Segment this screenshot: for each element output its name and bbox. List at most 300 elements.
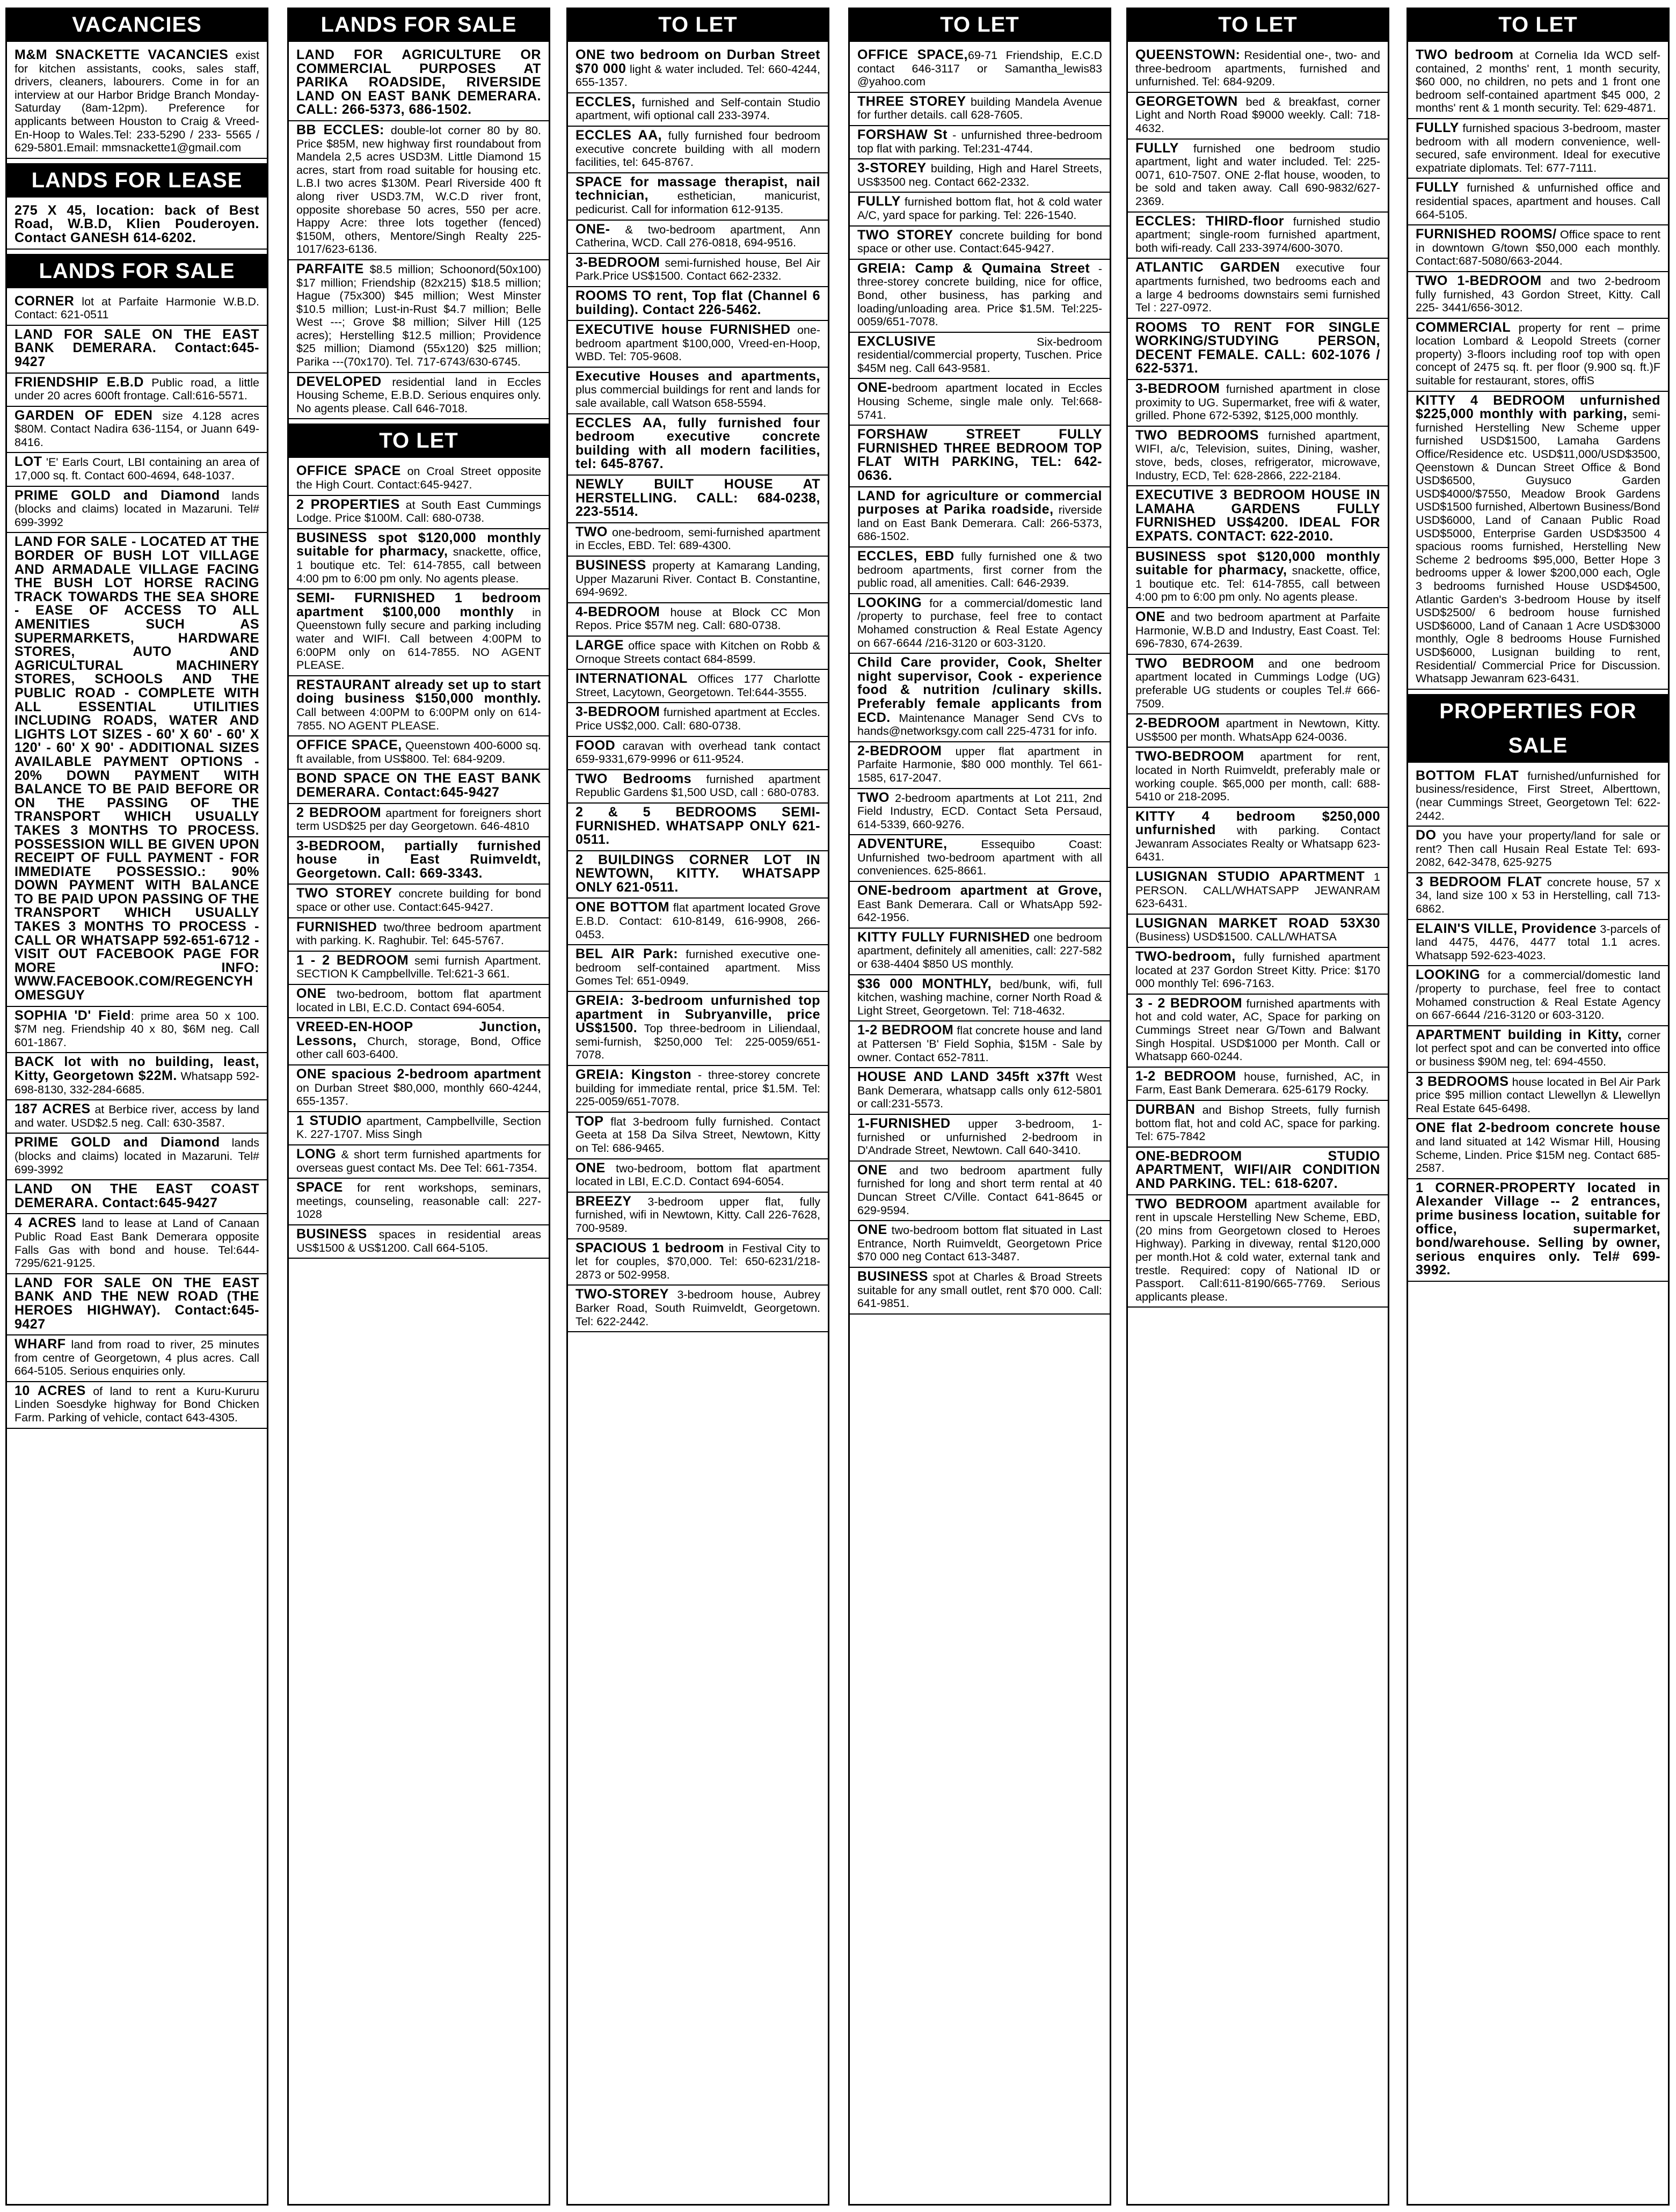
ad-body-text: and one bedroom apartment located in Cummings Lodge (UG) preferable UG students or couples Tel.# 666-7509. xyxy=(1135,657,1380,710)
ad-lead-text: ELAIN'S VILLE, Providence xyxy=(1416,921,1597,936)
classified-ad xyxy=(850,1021,1110,1068)
classified-ad xyxy=(289,589,549,676)
ad-body-text: house, furnished, AC, in Farm, East Bank Demerara. 625-6179 Rocky. xyxy=(1135,1070,1380,1097)
ad-body-text: furnished & unfurnished office and residential spaces, apartment and houses. Call 664-5105. xyxy=(1416,181,1660,221)
classified-ad xyxy=(850,975,1110,1022)
ad-body-text: and two bedroom apartment at Parfaite Harmonie, W.B.D and Industry, East Coast. Tel: 696-7830, 674-2639. xyxy=(1135,610,1380,651)
classified-ad xyxy=(1408,319,1668,392)
section-header: PROPERTIES FOR SALE xyxy=(1408,694,1668,763)
classified-ad xyxy=(289,837,549,885)
ad-body-text: light & water included. Tel: 660-4244, 655-1357. xyxy=(575,62,820,89)
ad-body-text: executive four apartments furnished, two bedrooms each and a large 4 bedrooms downstairs semi furnished Tel : 227-0972. xyxy=(1135,261,1380,315)
classified-ad xyxy=(1128,1101,1388,1148)
ad-body-text: of land to rent a Kuru-Kururu Linden Soesdyke highway for Bond Chicken Farm. Parking of vehicle, contact 643-4305. xyxy=(14,1384,259,1425)
ad-lead-text: TWO Bedrooms xyxy=(575,771,692,786)
classified-ad xyxy=(568,992,828,1066)
classified-ad xyxy=(850,93,1110,126)
ad-body-text: upper 3-bedroom, 1-furnished or unfurnished 2-bedroom in D'Andrade Street, Newtown. Call 640-3410. xyxy=(857,1117,1102,1157)
ad-lead-text: SPACE for massage therapist, nail technician, xyxy=(575,174,820,203)
section-header: TO LET xyxy=(1408,8,1668,42)
classified-ad xyxy=(289,496,549,529)
ad-lead-text: ECCLES: THIRD-floor xyxy=(1135,213,1285,229)
ad-lead-text: GEORGETOWN xyxy=(1135,93,1238,109)
classified-ad xyxy=(568,1159,828,1193)
classified-ad xyxy=(289,1225,549,1259)
ad-lead-text: 2 PROPERTIES xyxy=(296,497,400,512)
section-header: TO LET xyxy=(1128,8,1388,42)
ad-body-text: 69-71 Friendship, E.C.D contact 646-3117 or Samantha_lewis83 @yahoo.com xyxy=(857,49,1102,89)
classified-ad xyxy=(1128,1148,1388,1195)
classified-ad xyxy=(289,46,549,121)
ad-lead-text: BUSINESS spot $120,000 monthly suitable for pharmacy, xyxy=(1135,549,1380,578)
ad-lead-text: GREIA: Camp & Qumaina Street xyxy=(857,260,1090,276)
classified-ad xyxy=(1128,259,1388,318)
classified-ad xyxy=(1128,46,1388,93)
ad-lead-text: M&M SNACKETTE VACANCIES xyxy=(14,47,229,62)
ad-body-text: 1 PERSON. CALL/WHATSAPP JEWANRAM 623-6431. xyxy=(1135,871,1381,910)
classified-ad xyxy=(7,1180,267,1214)
ad-body-text: at Cornelia Ida WCD self-contained, 2 months' rent, 1 month security, $60 000, no children, no pets and 1 front one bedroom self-contained apartment $45 000, 2 months' rent & 1 month security. Tel: 629-4871. xyxy=(1416,49,1660,115)
ad-lead-text: ROOMS TO RENT FOR SINGLE WORKING/STUDYING PERSON, DECENT FEMALE. CALL: 602-1076 / 622-5371. xyxy=(1135,319,1380,376)
ad-body-text: furnished spacious 3-bedroom, master bedroom with all modern convenience, well-secured, safe environment. Ideal for executive expatriate diplomats. Tel: 677-7111. xyxy=(1416,121,1660,174)
classified-column-1 xyxy=(5,8,268,2206)
ad-lead-text: 3 - 2 BEDROOM xyxy=(1135,995,1242,1011)
ad-lead-text: ONE xyxy=(575,1160,606,1176)
ad-body-text: apartment for foreigners short term USD$25 per day Georgetown. 646-4810 xyxy=(296,806,541,833)
ad-body-text: in Festival City to let for couples, $70,000. Tel: 650-6231/218-2873 or 502-9958. xyxy=(575,1242,820,1281)
classified-ad xyxy=(568,93,828,127)
classified-ad xyxy=(289,676,549,736)
classified-ad xyxy=(850,1068,1110,1115)
ad-body-text: and land situated at 142 Wismar Hill, Housing Scheme, Linden. Price $15M neg. Contact 685-2587. xyxy=(1416,1135,1660,1175)
ad-body-text: 3-parcels of land 4475, 4476, 4477 total 1.1 acres. Whatsapp 592-623-4023. xyxy=(1416,922,1660,962)
ad-body-text: at South East Cummings Lodge. Price $100M. Call: 680-0738. xyxy=(296,498,541,525)
classified-ad xyxy=(1408,767,1668,827)
classified-ad xyxy=(7,326,267,374)
classified-ad xyxy=(7,1100,267,1134)
classified-ad xyxy=(568,127,828,173)
ad-lead-text: FORSHAW STREET FULLY FURNISHED THREE BEDROOM TOP FLAT WITH PARKING, TEL: 642-0636. xyxy=(857,427,1102,484)
ad-lead-text: BUSINESS xyxy=(857,1268,928,1284)
ad-lead-text: LAND FOR SALE ON THE EAST BANK DEMERARA. Contact:645-9427 xyxy=(14,326,259,369)
ad-lead-text: FURNISHED xyxy=(296,919,377,935)
classified-column-5 xyxy=(1126,8,1389,2206)
ad-body-text: 'E' Earls Court, LBI containing an area of 17,000 sq. ft. Contact 600-4694, 648-1037. xyxy=(14,456,259,483)
classified-ad xyxy=(568,1239,828,1286)
classified-ad xyxy=(1128,213,1388,259)
classified-ad xyxy=(1408,46,1668,119)
classified-ad xyxy=(289,918,549,952)
ad-lead-text: RESTAURANT already set up to start doing business $150,000 monthly. xyxy=(296,677,541,706)
ad-body-text: (Business) USD$1500. CALL/WHATSA xyxy=(1135,930,1337,944)
classified-ad xyxy=(568,321,828,368)
ad-lead-text: ONE spacious 2-bedroom apartment xyxy=(296,1067,541,1082)
classified-ad xyxy=(1128,548,1388,608)
ad-body-text: with parking. Contact Jewanram Associates Realty or Whatsapp 623-6431. xyxy=(1135,824,1380,864)
ad-body-text: snackette, office, 1 boutique etc. Tel: 614-7855, call between 4:00 pm to 6:00 pm only. No agents please. xyxy=(1135,564,1380,604)
classified-ad xyxy=(568,637,828,670)
classified-ad xyxy=(1128,427,1388,486)
ad-body-text: size 4.128 acres $80M. Contact Nadira 636-1154, or Juann 649-8416. xyxy=(14,409,260,449)
ad-lead-text: TWO xyxy=(575,524,608,539)
ad-lead-text: 275 X 45, location: back of Best Road, W.B.D, Klien Pouderoyen. Contact GANESH 614-6202. xyxy=(14,202,259,245)
ad-lead-text: 4 ACRES xyxy=(14,1215,77,1231)
classified-ad xyxy=(568,1286,828,1332)
ad-body-text: two-bedroom bottom flat situated in Last Entrance, North Ruimveldt, Georgetown Price $70 000 neg Contact 613-3487. xyxy=(857,1224,1102,1264)
ad-body-text: land from road to river, 25 minutes from centre of Georgetown, 4 plus acres. Call 664-5105. Serious enquiries only. xyxy=(14,1338,259,1378)
ad-lead-text: PRIME GOLD and Diamond xyxy=(14,1135,220,1150)
ad-lead-text: KITTY 4 BEDROOM unfurnished $225,000 monthly with parking, xyxy=(1416,392,1660,422)
classified-ad xyxy=(1128,319,1388,380)
ad-lead-text: 1-2 BEDROOM xyxy=(857,1023,954,1038)
ad-lead-text: BUSINESS xyxy=(575,558,646,573)
classified-ad xyxy=(1128,808,1388,868)
ad-body-text: bed & breakfast, corner Light and North Road $9000 weekly. Call: 718-4632. xyxy=(1135,95,1380,135)
ad-lead-text: ROOMS TO rent, Top flat (Channel 6 building). Contact 226-5462. xyxy=(575,288,820,317)
ad-body-text: two/three bedroom apartment with parking. K. Raghubir. Tel: 645-5767. xyxy=(296,921,541,947)
classified-ad xyxy=(289,373,549,420)
classified-ad xyxy=(1128,748,1388,807)
ad-body-text: furnished one bedroom studio apartment, light and water included. Tel: 225-0071, 610-7507. ONE 2-flat house, wooden, to be sold and taken away. Call 690-9832/627-2369. xyxy=(1135,142,1380,208)
ad-lead-text: 2 BEDROOM xyxy=(296,805,382,820)
classified-ad xyxy=(7,1274,267,1335)
classified-ad xyxy=(1408,1119,1668,1179)
ad-body-text: furnished apartment, WIFI, a/c, Television, suites, Dining, washer, stove, beds, closes, refrigerator, microwave, Industry, ECD, Tel: 628-2866, 222-2184. xyxy=(1135,429,1380,482)
ad-body-text: on Croal Street opposite the High Court. Contact:645-9427. xyxy=(296,465,541,492)
ad-lead-text: ONE-bedroom apartment at Grove, xyxy=(857,883,1102,899)
classified-column-3 xyxy=(566,8,829,2206)
classified-ad xyxy=(289,804,549,837)
classified-ad xyxy=(1128,995,1388,1068)
ad-lead-text: COMMERCIAL xyxy=(1416,319,1511,335)
ad-body-text: furnished bottom flat, hot & cold water A/C, yard space for parking. Tel: 226-1540. xyxy=(857,195,1102,222)
ad-body-text: semi-furnished house, Bel Air Park.Price US$1500. Contact 662-2332. xyxy=(575,256,820,283)
classified-ad xyxy=(568,476,828,523)
classified-ad xyxy=(1128,655,1388,714)
ad-body-text: spot at Charles & Broad Streets suitable for any small outlet, rent $70 000. Call: 641-9851. xyxy=(857,1270,1102,1310)
classified-ad xyxy=(7,1007,267,1054)
ad-lead-text: ONE xyxy=(296,986,326,1002)
classified-ad xyxy=(1128,948,1388,995)
classified-ad xyxy=(1408,119,1668,179)
classified-ad xyxy=(1408,272,1668,319)
classified-ad xyxy=(1408,225,1668,272)
classified-ad xyxy=(7,407,267,454)
ad-body-text: Offices 177 Charlotte Street, Lacytown, Georgetown. Tel:644-3555. xyxy=(575,673,820,699)
ad-lead-text: LUSIGNAN MARKET ROAD 53X30 xyxy=(1135,915,1380,931)
ad-body-text: one-bedroom apartment $100,000, Vreed-en-Hoop, WBD. Tel: 705-9608. xyxy=(575,324,820,363)
section-header: TO LET xyxy=(289,424,549,458)
ad-lead-text: FURNISHED ROOMS/ xyxy=(1416,227,1557,242)
ad-body-text: snackette, office, 1 boutique etc. Tel: 614-7855, call between 4:00 pm to 6:00 pm only. No agents please. xyxy=(296,545,541,585)
section-header: LANDS FOR LEASE xyxy=(7,163,267,198)
classified-ad xyxy=(289,952,549,985)
ad-lead-text: FULLY xyxy=(1416,120,1459,135)
ad-body-text: apartment for rent, located in North Ruimveldt, preferably male or working couple. $65,000 per month, call: 688-5410 or 218-2095. xyxy=(1135,750,1380,804)
ad-body-text: on Durban Street $80,000, monthly 660-4244, 655-1357. xyxy=(296,1081,541,1108)
classified-ad xyxy=(568,945,828,992)
classified-ad xyxy=(1408,179,1668,225)
ad-lead-text: BOND SPACE ON THE EAST BANK DEMERARA. Contact:645-9427 xyxy=(296,771,541,800)
ad-body-text: plus commercial buildings for rent and lands for sale available, call Watson 658-5594. xyxy=(575,383,820,410)
classified-column-2 xyxy=(287,8,550,2206)
ad-lead-text: 3-BEDROOM xyxy=(1135,381,1220,397)
classified-ad xyxy=(7,202,267,250)
classified-ad xyxy=(289,770,549,804)
ad-lead-text: LOT xyxy=(14,454,42,470)
classified-ad xyxy=(1408,966,1668,1026)
ad-body-text: Call between 4:00PM to 6:00PM only on 614-7855. NO AGENT PLEASE. xyxy=(296,705,541,732)
classified-ad xyxy=(568,254,828,287)
ad-lead-text: 4-BEDROOM xyxy=(575,604,660,619)
classified-ad xyxy=(568,287,828,321)
classified-ad xyxy=(1128,915,1388,948)
classified-ad xyxy=(850,333,1110,379)
ad-body-text: semi-furnished Herstelling New Scheme upper furnished USD$1500, Lamaha Gardens Office/Residence etc. USD$11,000/USD$3500, Qeenstown & Duncan Street Office & Bond USD$6500, Guysuco Garden USD$4000/$7550, Meadow Brook Gardens USD$1500 furnished, Albertown Business/Bond USD$6000, Land of Canaan Public Road USD$5000, Enterprise Garden USD$3500 4 spacious rooms furnished, Herstelling New Scheme 2 bedrooms $95,000, Better Hope 3 bedrooms upper & lower $200,000 each, Ogle 3 bedrooms furnished House USD$4500, Atlantic Garden's 3-bedroom House by itself USD$2500/ 6 bedroom house furnished USD$6000, Land of Canaan 1 Acre USD$3000 monthly, Ogle 8 bedrooms House Furnished USD$6000, Lusignan building to rent, Residential/ Commercial Price for Discussion. Whatsapp Jewanram 623-6431. xyxy=(1416,408,1661,685)
ad-lead-text: ADVENTURE, xyxy=(857,836,948,852)
ad-lead-text: EXECUTIVE house FURNISHED xyxy=(575,322,791,338)
classified-ad xyxy=(7,1134,267,1180)
ad-body-text: furnished apartment in close proximity to UG. Supermarket, free wifi & water, grilled. Phone 672-5392, $125,000 monthly. xyxy=(1135,383,1380,422)
ad-body-text: Essequibo Coast: Unfurnished two-bedroom apartment with all conveniences. 625-8661. xyxy=(857,838,1102,878)
ad-body-text: fully furnished apartment located at 237 Gordon Street Kitty. Price: $170 000 monthly Tel: 696-7163. xyxy=(1135,951,1380,990)
classified-ad xyxy=(289,736,549,770)
classified-ad xyxy=(568,414,828,476)
classified-ad xyxy=(289,529,549,589)
ad-body-text: flat 3-bedroom fully furnished. Contact Geeta at 158 Da Silva Street, Newtown, Kitty on Tel: 686-9465. xyxy=(575,1115,820,1155)
ad-body-text: Queenstown 400-6000 sq. ft available, from US$800. Tel: 684-9209. xyxy=(296,739,541,765)
ad-lead-text: 3-BEDROOM xyxy=(575,254,660,270)
classified-ad xyxy=(568,1066,828,1113)
ad-body-text: West Bank Demerara, whatsapp calls only 612-5801 or call:231-5573. xyxy=(857,1071,1102,1111)
ad-body-text: upper flat apartment in Parfaite Harmonie, $80 000 monthly. Tel 661-1585, 617-2047. xyxy=(857,744,1102,784)
classified-column-4 xyxy=(848,8,1111,2206)
classified-ad xyxy=(850,193,1110,226)
ad-lead-text: 187 ACRES xyxy=(14,1101,91,1117)
ad-body-text: : prime area 50 x 100. $7M neg. Friendship 40 x 80, $6M neg. Call 601-1867. xyxy=(14,1009,259,1049)
ad-lead-text: TWO-BEDROOM xyxy=(1135,749,1244,764)
section-header: TO LET xyxy=(850,8,1110,42)
ad-lead-text: ECCLES AA, xyxy=(575,127,662,143)
classified-ad xyxy=(1408,1026,1668,1073)
ad-lead-text: BEL AIR Park: xyxy=(575,946,679,962)
section-header: VACANCIES xyxy=(7,8,267,42)
classified-ad xyxy=(7,46,267,159)
ad-body-text: furnished apartments with hot and cold water, AC, Space for parking on Cummings Street near G/Town and Balwant Singh Hospital. USD$1000 per Month. Call or Whatsapp 660-0244. xyxy=(1135,997,1380,1063)
classified-ad xyxy=(1128,714,1388,748)
ad-lead-text: NEWLY BUILT HOUSE AT HERSTELLING. CALL: 684-0238, 223-5514. xyxy=(575,477,820,520)
ad-lead-text: OFFICE SPACE, xyxy=(857,47,968,62)
classified-ad xyxy=(568,703,828,736)
ad-lead-text: 2 BUILDINGS CORNER LOT IN NEWTOWN, KITTY. WHATSAPP ONLY 621-0511. xyxy=(575,852,820,895)
ad-lead-text: ONE xyxy=(857,1162,887,1178)
classified-ad xyxy=(850,1221,1110,1268)
ad-body-text: esthetician, manicurist, pedicurist. Call for information 612-9135. xyxy=(575,189,820,216)
ad-lead-text: LAND FOR AGRICULTURE OR COMMERCIAL PURPOSES AT PARIKA ROADSIDE, RIVERSIDE LAND ON EAST BANK DEMERARA. CALL: 266-5373, 686-1502. xyxy=(296,47,541,118)
ad-body-text: furnished studio apartment; single-room furnished apartment, both wifi-ready. Call 233-3974/600-3070. xyxy=(1135,215,1381,254)
ad-body-text: Residential one-, two- and three-bedroom apartments, furnished and unfurnished. Tel: 684-9209. xyxy=(1135,49,1380,89)
ad-lead-text: ONE-BEDROOM STUDIO APARTMENT, WIFI/AIR CONDITION AND PARKING. TEL: 618-6207. xyxy=(1135,1148,1380,1191)
ad-lead-text: WHARF xyxy=(14,1337,66,1352)
classified-ad xyxy=(7,374,267,407)
ad-lead-text: BACK lot with no building, least, Kitty, Georgetown $22M. xyxy=(14,1054,259,1083)
ad-lead-text: Child Care provider, Cook, Shelter night supervisor, Cook - experience food & nutrition /culinary skills. Preferably female applicants from ECD. xyxy=(857,655,1102,725)
ad-body-text: office space with Kitchen on Robb & Ornoque Streets contact 684-8599. xyxy=(575,639,820,666)
ad-body-text: 3-bedroom house, Aubrey Barker Road, South Ruimveldt, Georgetown. Tel: 622-2442. xyxy=(575,1288,820,1328)
classified-ad xyxy=(7,533,267,1006)
ad-lead-text: ONE xyxy=(857,1222,887,1238)
ad-body-text: Top three-bedroom in Liliendaal, semi-furnish, $250,000 Tel: 225-0059/651-7078. xyxy=(575,1022,820,1062)
ad-lead-text: FORSHAW St xyxy=(857,127,948,142)
ad-body-text: in Queenstown fully secure and parking including water and WIFI. Call between 4:00PM to 6:00PM only on 614-7855. NO AGENT PLEASE. xyxy=(296,605,541,672)
ad-body-text: Church, storage, Bond, Office other call 603-6400. xyxy=(296,1034,541,1061)
ad-lead-text: 2-BEDROOM xyxy=(1135,716,1220,731)
ad-body-text: corner lot perfect spot and can be converted into office or business $90M neg, tel: 694-4550. xyxy=(1416,1028,1660,1068)
ad-lead-text: TWO bedroom xyxy=(1416,47,1514,62)
ad-lead-text: DO xyxy=(1416,828,1437,843)
ad-body-text: for rent workshops, seminars, meetings, counseling, reasonable call: 227-1028 xyxy=(296,1181,541,1221)
classified-ad xyxy=(289,1065,549,1112)
ad-lead-text: FULLY xyxy=(1135,140,1179,156)
ad-lead-text: FULLY xyxy=(1416,180,1459,195)
ad-lead-text: TWO STOREY xyxy=(296,886,392,901)
classified-ad xyxy=(1128,93,1388,140)
ad-body-text: for a commercial/domestic land /property to purchase, feel free to contact Mohamed construction & Real Estate Agency on 667-6644 /216-3120 or 603-3120. xyxy=(857,596,1102,649)
ad-lead-text: 1 STUDIO xyxy=(296,1113,362,1128)
ad-lead-text: FRIENDSHIP E.B.D xyxy=(14,374,144,390)
ad-lead-text: ONE- xyxy=(857,380,892,396)
ad-lead-text: 1-FURNISHED xyxy=(857,1115,951,1131)
ad-body-text: riverside land on East Bank Demerara. Call: 266-5373, 686-1502. xyxy=(857,503,1103,543)
classified-ad xyxy=(1128,608,1388,655)
ad-lead-text: TWO BEDROOM xyxy=(1135,1196,1248,1211)
ad-lead-text: 10 ACRES xyxy=(14,1383,86,1398)
ad-body-text: for a commercial/domestic land /property to purchase, feel free to contact Mohamed construction & Real Estate Agency on 667-6644 /216-3120 or 603-3120. xyxy=(1416,969,1660,1022)
ad-lead-text: TWO BEDROOMS xyxy=(1135,427,1259,443)
classified-ad xyxy=(568,851,828,899)
ad-lead-text: 3-BEDROOM xyxy=(575,704,660,720)
ad-body-text: at Berbice river, access by land and water. USD$2.5 neg. Call: 630-3587. xyxy=(14,1103,259,1129)
classified-ad xyxy=(850,46,1110,93)
section-header: TO LET xyxy=(568,8,828,42)
ad-lead-text: DURBAN xyxy=(1135,1101,1196,1117)
ad-lead-text: LONG xyxy=(296,1146,337,1162)
classified-ad xyxy=(568,173,828,221)
ad-body-text: and Bishop Streets, fully furnish bottom flat, hot and cold AC, space for parking. Tel: 675-7842 xyxy=(1135,1103,1380,1143)
classified-ad xyxy=(850,654,1110,742)
ad-body-text: apartment, Campbellville, Section K. 227-1707. Miss Singh xyxy=(296,1114,541,1141)
ad-body-text: apartment available for rent in upscale Herstelling New Scheme, EBD, (20 mins from Georgetown closed to Heroes Highway). Parking in diveway, rental $120,000 per month.Hot & cold water, external tank and trestle. Required: copy of National ID or Passport. Call:611-8190/665-7769. Serious applicants please. xyxy=(1135,1198,1380,1303)
classified-ad xyxy=(1128,868,1388,915)
ad-lead-text: 3-BEDROOM, partially furnished house in East Ruimveldt, Georgetown. Call: 669-3343. xyxy=(296,838,541,881)
ad-body-text: East Bank Demerara. Call or WhatsApp 592-642-1956. xyxy=(857,897,1102,924)
ad-lead-text: 1-2 BEDROOM xyxy=(1135,1068,1236,1084)
ad-body-text: - three-storey concrete building for immediate rental, price $1.5M. Tel: 225-0059/651-7078. xyxy=(575,1069,820,1108)
classified-ad xyxy=(1128,1195,1388,1308)
ad-lead-text: Executive Houses and apartments, xyxy=(575,368,820,384)
classified-ad xyxy=(7,453,267,486)
classified-ad xyxy=(7,1382,267,1429)
ad-body-text: fully furnished one & two bedroom apartments, first corner from the public road, all amenities. Call: 646-2939. xyxy=(857,550,1102,590)
ad-lead-text: KITTY FULLY FURNISHED xyxy=(857,929,1030,945)
classified-ad xyxy=(289,260,549,373)
ad-lead-text: HOUSE AND LAND 345ft x37ft xyxy=(857,1069,1069,1085)
ad-body-text: two-bedroom, bottom flat apartment located in LBI, E.C.D. Contact 694-6054. xyxy=(575,1162,820,1188)
classified-ad xyxy=(289,1112,549,1145)
classified-ad xyxy=(568,523,828,557)
ad-lead-text: EXCLUSIVE xyxy=(857,333,936,349)
classified-ad xyxy=(568,670,828,703)
classified-ad xyxy=(850,227,1110,260)
ad-lead-text: ONE BOTTOM xyxy=(575,900,669,915)
ad-body-text: land to lease at Land of Canaan Public Road East Bank Demerara opposite Falls Gas with bond and house. Tel:644-7295/621-9125. xyxy=(14,1217,259,1270)
ad-body-text: bed/bunk, wifi, full kitchen, washing machine, corner North Road & Light Street, Georgetown. Tel: 718-4632. xyxy=(857,977,1102,1017)
ad-body-text: exist for kitchen assistants, cooks, sales staff, drivers, cleaners, labourers. Come in for an interview at our Harbor Bridge Branch Monday-Saturday (8am-12pm). Preference for applicants between Houston to Craig & Vreed-En-Hoop to Wales.Tel: 233-5290 / 233- 5565 / 629-5801.Email: mmsnackette1@gmail.com xyxy=(14,49,259,155)
ad-lead-text: ONE two bedroom on Durban Street $70 000 xyxy=(575,47,820,76)
ad-lead-text: SOPHIA 'D' Field xyxy=(14,1008,132,1023)
classified-ad xyxy=(568,770,828,804)
classified-ad xyxy=(568,368,828,414)
ad-lead-text: ONE xyxy=(1135,609,1165,624)
classified-ad xyxy=(850,126,1110,159)
classified-ad xyxy=(289,1145,549,1179)
ad-lead-text: 3 BEDROOMS xyxy=(1416,1074,1509,1089)
ad-lead-text: TOP xyxy=(575,1113,604,1129)
classified-ad xyxy=(7,1053,267,1100)
classified-ad xyxy=(850,260,1110,333)
ad-body-text: & two-bedroom apartment, Ann Catherina, WCD. Call 276-0818, 694-9516. xyxy=(575,223,820,250)
ad-lead-text: LAND FOR SALE - LOCATED AT THE BORDER OF BUSH LOT VILLAGE AND ARMADALE VILLAGE FACING THE BUSH LOT HORSE RACING TRACK TOWARDS THE SEA SHORE - EASE OF ACCESS TO ALL AMENITIES SUCH AS SUPERMARKETS, HARDWARE STORES, AUTO AND AGRICULTURAL MACHINERY STORES, SCHOOLS AND THE PUBLIC ROAD - COMPLETE WITH ALL ESSENTIAL UTILITIES INCLUDING ROADS, WATER AND LIGHTS LOT SIZES - 60' X 60' - 60' X 120' - 60' X 90' - ADDITIONAL SIZES AVAILABLE PAYMENT OPTIONS - 20% DOWN PAYMENT WITH BALANCE TO BE PAID BEFORE OR ON THE PASSING OF THE TRANSPORT WHICH USUALLY TAKES 3 MONTHS TO PROCESS. POSSESSION WILL BE GIVEN UPON RECEIPT OF FULL PAYMENT - FOR IMMEDIATE POSSESSIO.: 90% DOWN PAYMENT WITH BALANCE TO BE PAID UPON PASSING OF THE TRANSPORT WHICH USUALLY TAKES 3 MONTHS TO PROCESS - CALL OR WHATSAPP 592-651-6712 - VISIT OUT FACEBOOK PAGE FOR MORE INFO: WWW.FACEBOOK.COM/REGENCYHOMESGUY xyxy=(14,534,259,1003)
classified-ad xyxy=(289,1179,549,1225)
ad-body-text: house at Block CC Mon Repos. Price $57M neg. Call: 680-0738. xyxy=(575,605,820,632)
ad-body-text: - unfurnished three-bedroom top flat with parking. Tel:231-4744. xyxy=(857,128,1102,155)
ad-body-text: spaces in residential areas US$1500 & US$1200. Call 664-5105. xyxy=(296,1228,541,1254)
section-header: LANDS FOR SALE xyxy=(7,254,267,288)
ad-lead-text: 2-BEDROOM xyxy=(857,743,942,758)
ad-lead-text: ONE flat 2-bedroom concrete house xyxy=(1416,1120,1660,1136)
ad-lead-text: ECCLES, EBD xyxy=(857,549,954,564)
classified-ad xyxy=(7,1214,267,1274)
ad-lead-text: QUEENSTOWN: xyxy=(1135,47,1241,62)
classified-ad xyxy=(850,929,1110,975)
classified-ad xyxy=(289,985,549,1018)
classified-column-6 xyxy=(1407,8,1670,2206)
ad-body-text: Maintenance Manager Send CVs to hands@networksgy.com call 225-4731 for info. xyxy=(857,711,1102,738)
ad-lead-text: 2 & 5 BEDROOMS SEMI-FURNISHED. WHATSAPP ONLY 621-0511. xyxy=(575,804,820,848)
classified-ad xyxy=(850,789,1110,836)
ad-body-text: Six-bedroom residential/commercial property, Tuschen. Price $45M neg. Call 643-9581. xyxy=(857,335,1102,375)
ad-lead-text: $36 000 MONTHLY, xyxy=(857,976,992,991)
ad-body-text: $8.5 million; Schoonord(50x100) $17 million; Friendship (82x215) $18.5 million; Hague (75x300) $45 million; West Minster $10.5 million; Lust-in-Rust $4.7 million; Belle West ---; Grove $8 million; Silver Hill (125 acres); Herstelling $12.5 million; Providence $25 million; Diamond (55x120) $25 million; Parika ---(70x170). Tel. 717-6743/630-6745. xyxy=(296,262,541,369)
ad-lead-text: GARDEN OF EDEN xyxy=(14,407,153,423)
ad-lead-text: TWO 1-BEDROOM xyxy=(1416,273,1542,288)
classified-ad xyxy=(1128,380,1388,427)
ad-body-text: flat apartment located Grove E.B.D. Contact: 610-8149, 616-9908, 266-0453. xyxy=(575,901,820,941)
ad-body-text: Public road, a little under 20 acres 600ft frontage. Call:616-5571. xyxy=(14,376,259,403)
ad-lead-text: 3 BEDROOM FLAT xyxy=(1416,874,1542,889)
ad-lead-text: TWO xyxy=(857,790,890,805)
classified-ad xyxy=(850,1268,1110,1315)
ad-body-text: house located in Bel Air Park price $95 million contact Llewellyn & Llewellyn Real Estate 645-6498. xyxy=(1416,1075,1660,1115)
ad-body-text: concrete house, 57 x 34, land size 100 x 53 in Herstelling, call 713-6862. xyxy=(1416,875,1660,916)
classified-ad xyxy=(568,46,828,93)
ad-lead-text: ECCLES, xyxy=(575,94,636,109)
classified-ad xyxy=(850,159,1110,193)
ad-body-text: furnished/unfurnished for business/residence, First Street, Alberttown, (near Cummings Street, Georgetown Tel: 622-2442. xyxy=(1416,769,1660,822)
classified-ad xyxy=(568,603,828,637)
ad-body-text: one bedroom apartment, definitely all amenities, call: 227-582 or 638-4404 $850 US monthly. xyxy=(857,931,1102,971)
classified-ad xyxy=(1408,392,1668,690)
